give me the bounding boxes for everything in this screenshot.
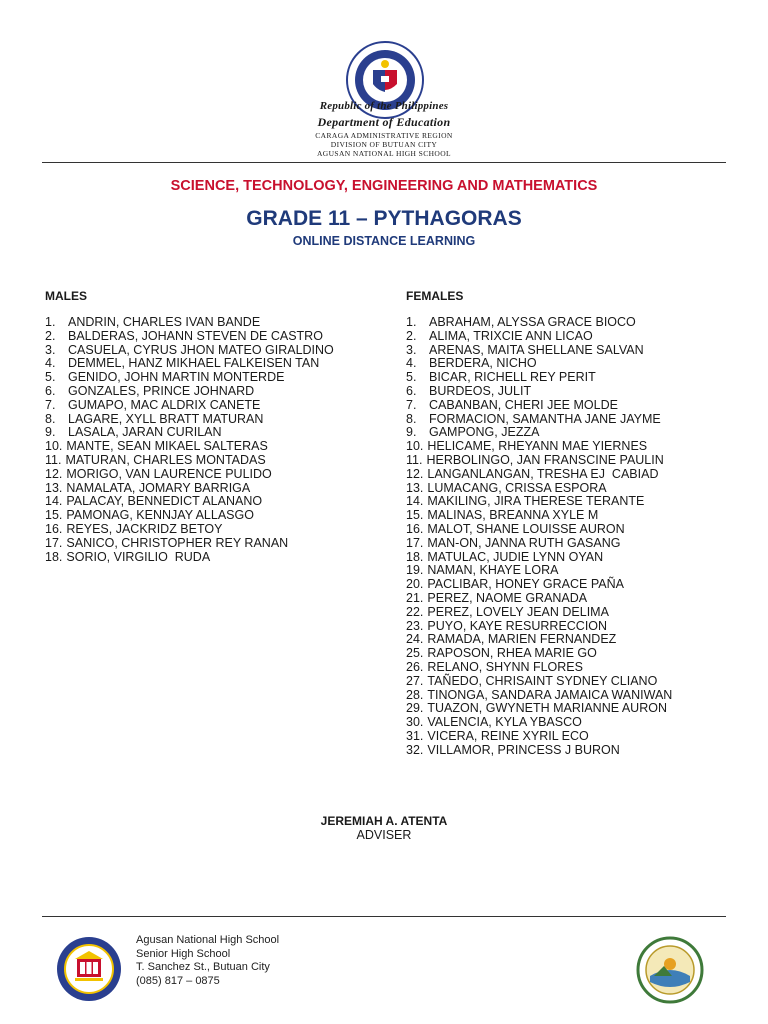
student-list-item: [406, 647, 672, 661]
student-number: 7.: [45, 397, 56, 412]
student-list-item: [406, 564, 672, 578]
student-name: CASUELA, CYRUS JHON MATEO GIRALDINO: [68, 342, 334, 357]
student-name: REYES, JACKRIDZ BETOY: [66, 521, 223, 536]
footer-school: Agusan National High School: [136, 934, 280, 946]
student-list-item: [406, 316, 672, 330]
student-list-item: [406, 371, 672, 385]
student-list-item: [406, 454, 672, 468]
student-list-item: [45, 551, 334, 565]
student-name: MALOT, SHANE LOUISSE AURON: [427, 521, 625, 536]
student-name: MORIGO, VAN LAURENCE PULIDO: [66, 466, 272, 481]
student-number: 15.: [45, 508, 63, 523]
student-number: 20.: [406, 577, 424, 592]
student-list-item: [45, 523, 334, 537]
student-name: MATULAC, JUDIE LYNN OYAN: [427, 549, 604, 564]
student-name: TUAZON, GWYNETH MARIANNE AURON: [427, 701, 667, 716]
student-list-item: [406, 716, 672, 730]
student-list-item: [406, 399, 672, 413]
student-number: 25.: [406, 646, 424, 661]
student-number: 28.: [406, 687, 424, 702]
student-name: BURDEOS, JULIT: [429, 383, 532, 398]
student-name: VICERA, REINE XYRIL ECO: [427, 728, 589, 743]
student-number: 32.: [406, 742, 424, 757]
student-number: 22.: [406, 604, 424, 619]
student-number: 31.: [406, 728, 424, 743]
student-name: ARENAS, MAITA SHELLANE SALVAN: [429, 342, 644, 357]
republic-heading: Republic of the Philippines: [319, 100, 449, 112]
student-name: RAMADA, MARIEN FERNANDEZ: [427, 632, 617, 647]
adviser-role: ADVISER: [356, 828, 412, 842]
student-name: LASALA, JARAN CURILAN: [68, 425, 222, 440]
student-number: 9.: [406, 425, 417, 440]
student-name: MANTE, SEAN MIKAEL SALTERAS: [66, 439, 268, 454]
student-name: CABANBAN, CHERI JEE MOLDE: [429, 397, 618, 412]
student-list-item: [45, 413, 334, 427]
student-list-item: [406, 482, 672, 496]
adviser-name: JEREMIAH A. ATENTA: [320, 814, 448, 828]
student-name: GENIDO, JOHN MARTIN MONTERDE: [68, 370, 285, 385]
student-number: 11.: [406, 452, 423, 467]
footer-level: Senior High School: [136, 947, 231, 960]
student-name: BERDERA, NICHO: [429, 356, 537, 371]
student-list-item: [45, 509, 334, 523]
student-number: 24.: [406, 632, 424, 647]
student-number: 26.: [406, 659, 424, 674]
student-number: 8.: [406, 411, 417, 426]
student-list-item: [406, 440, 672, 454]
student-number: 18.: [45, 549, 63, 564]
student-name: ALIMA, TRIXCIE ANN LICAO: [429, 328, 593, 343]
student-number: 17.: [45, 535, 63, 550]
student-name: VALENCIA, KYLA YBASCO: [427, 715, 582, 730]
student-number: 14.: [406, 494, 424, 509]
student-list-item: [406, 551, 672, 565]
header-divider: [42, 162, 726, 163]
student-name: BICAR, RICHELL REY PERIT: [429, 370, 596, 385]
student-list-item: [45, 330, 334, 344]
student-list-item: [45, 399, 334, 413]
student-number: 18.: [406, 549, 424, 564]
student-name: PEREZ, LOVELY JEAN DELIMA: [427, 604, 609, 619]
student-number: 7.: [406, 397, 417, 412]
student-number: 16.: [406, 521, 424, 536]
student-number: 2.: [406, 328, 417, 343]
student-list-item: [45, 454, 334, 468]
student-name: GUMAPO, MAC ALDRIX CANETE: [68, 397, 261, 412]
student-list-item: [406, 578, 672, 592]
student-number: 14.: [45, 494, 63, 509]
student-name: PEREZ, NAOME GRANADA: [427, 590, 588, 605]
student-number: 1.: [406, 315, 417, 329]
student-name: SORIO, VIRGILIO RUDA: [66, 549, 211, 564]
division-heading: DIVISION OF BUTUAN CITY: [330, 140, 438, 149]
student-list-item: [406, 468, 672, 482]
department-heading: Department of Education: [317, 115, 451, 129]
student-list-item: [45, 537, 334, 551]
student-list-item: [45, 495, 334, 509]
modality-subtitle: ONLINE DISTANCE LEARNING: [292, 234, 476, 248]
student-number: 3.: [45, 342, 56, 357]
student-name: SANICO, CHRISTOPHER REY RANAN: [66, 535, 289, 550]
region-heading: CARAGA ADMINISTRATIVE REGION: [315, 131, 453, 140]
student-number: 21.: [406, 590, 424, 605]
student-number: 10.: [45, 439, 63, 454]
footer-contact: [136, 934, 279, 988]
student-list-item: [45, 426, 334, 440]
student-name: LUMACANG, CRISSA ESPORA: [427, 480, 607, 495]
footer-address: T. Sanchez St., Butuan City: [136, 961, 270, 973]
student-list-item: [406, 495, 672, 509]
division-seal-icon: [636, 936, 704, 1004]
student-name: MATURAN, CHARLES MONTADAS: [65, 452, 266, 467]
school-heading: AGUSAN NATIONAL HIGH SCHOOL: [316, 149, 452, 158]
student-number: 13.: [45, 480, 63, 495]
student-list-item: [406, 620, 672, 634]
student-list-item: [45, 440, 334, 454]
student-name: HERBOLINGO, JAN FRANSCINE PAULIN: [426, 452, 664, 467]
student-number: 15.: [406, 508, 424, 523]
student-list-item: [45, 482, 334, 496]
student-name: PACLIBAR, HONEY GRACE PAÑA: [427, 577, 624, 592]
student-name: MALINAS, BREANNA XYLE M: [427, 508, 599, 523]
student-number: 8.: [45, 411, 56, 426]
student-list-item: [45, 316, 334, 330]
student-list-item: [406, 633, 672, 647]
student-name: GAMPONG, JEZZA: [429, 425, 540, 440]
school-seal-icon: [55, 935, 123, 1003]
student-name: PAMONAG, KENNJAY ALLASGO: [66, 508, 254, 523]
student-list-item: [406, 385, 672, 399]
strand-title: SCIENCE, TECHNOLOGY, ENGINEERING AND MATHEMATICS: [170, 178, 598, 194]
student-number: 10.: [406, 439, 424, 454]
student-name: GONZALES, PRINCE JOHNARD: [68, 383, 255, 398]
student-number: 16.: [45, 521, 63, 536]
student-list-item: [45, 371, 334, 385]
student-number: 6.: [45, 383, 56, 398]
student-number: 4.: [45, 356, 56, 371]
student-list-item: [45, 344, 334, 358]
student-name: PALACAY, BENNEDICT ALANANO: [66, 494, 263, 509]
student-list-item: [406, 537, 672, 551]
student-list-item: [45, 357, 334, 371]
student-number: 17.: [406, 535, 424, 550]
student-list-item: [45, 468, 334, 482]
student-number: 29.: [406, 701, 424, 716]
student-list-item: [406, 606, 672, 620]
student-list-item: [406, 689, 672, 703]
student-number: 6.: [406, 383, 417, 398]
student-list-item: [406, 661, 672, 675]
student-number: 30.: [406, 715, 424, 730]
student-number: 2.: [45, 328, 56, 343]
student-list-item: [406, 330, 672, 344]
footer-divider: [42, 916, 726, 917]
student-list-item: [406, 744, 672, 758]
student-number: 12.: [406, 466, 424, 481]
student-list-item: [406, 523, 672, 537]
student-name: HELICAME, RHEYANN MAE YIERNES: [427, 439, 648, 454]
student-name: RELANO, SHYNN FLORES: [427, 659, 583, 674]
footer-phone: (085) 817 – 0875: [136, 974, 220, 987]
student-name: DEMMEL, HANZ MIKHAEL FALKEISEN TAN: [68, 356, 320, 371]
student-name: MAKILING, JIRA THERESE TERANTE: [427, 494, 645, 509]
student-number: 5.: [45, 370, 56, 385]
student-number: 12.: [45, 466, 63, 481]
student-name: BALDERAS, JOHANN STEVEN DE CASTRO: [68, 328, 323, 343]
student-number: 27.: [406, 673, 424, 688]
student-number: 11.: [45, 452, 62, 467]
females-heading: FEMALES: [406, 289, 464, 303]
females-list: [406, 316, 672, 758]
section-title: GRADE 11 – PYTHAGORAS: [246, 207, 522, 230]
student-name: TAÑEDO, CHRISAINT SYDNEY CLIANO: [427, 673, 658, 688]
student-name: NAMAN, KHAYE LORA: [427, 563, 559, 578]
student-number: 1.: [45, 315, 56, 329]
student-number: 5.: [406, 370, 417, 385]
student-list-item: [406, 592, 672, 606]
student-list-item: [406, 675, 672, 689]
student-name: MAN-ON, JANNA RUTH GASANG: [427, 535, 621, 550]
student-list-item: [406, 344, 672, 358]
student-number: 4.: [406, 356, 417, 371]
student-name: PUYO, KAYE RESURRECCION: [427, 618, 608, 633]
student-list-item: [406, 509, 672, 523]
student-list-item: [406, 426, 672, 440]
student-number: 3.: [406, 342, 417, 357]
student-name: RAPOSON, RHEA MARIE GO: [427, 646, 597, 661]
student-list-item: [406, 357, 672, 371]
student-list-item: [45, 385, 334, 399]
student-name: TINONGA, SANDARA JAMAICA WANIWAN: [427, 687, 673, 702]
student-name: LAGARE, XYLL BRATT MATURAN: [68, 411, 264, 426]
student-list-item: [406, 413, 672, 427]
student-name: VILLAMOR, PRINCESS J BURON: [427, 742, 620, 757]
student-name: LANGANLANGAN, TRESHA EJ CABIAD: [427, 466, 659, 481]
males-heading: MALES: [45, 289, 87, 303]
student-name: NAMALATA, JOMARY BARRIGA: [66, 480, 251, 495]
student-number: 9.: [45, 425, 56, 440]
student-number: 23.: [406, 618, 424, 633]
males-list: [45, 316, 334, 564]
student-number: 19.: [406, 563, 424, 578]
student-name: ABRAHAM, ALYSSA GRACE BIOCO: [429, 315, 636, 329]
student-name: FORMACION, SAMANTHA JANE JAYME: [429, 411, 661, 426]
student-name: ANDRIN, CHARLES IVAN BANDE: [68, 315, 261, 329]
student-list-item: [406, 730, 672, 744]
student-number: 13.: [406, 480, 424, 495]
student-list-item: [406, 702, 672, 716]
